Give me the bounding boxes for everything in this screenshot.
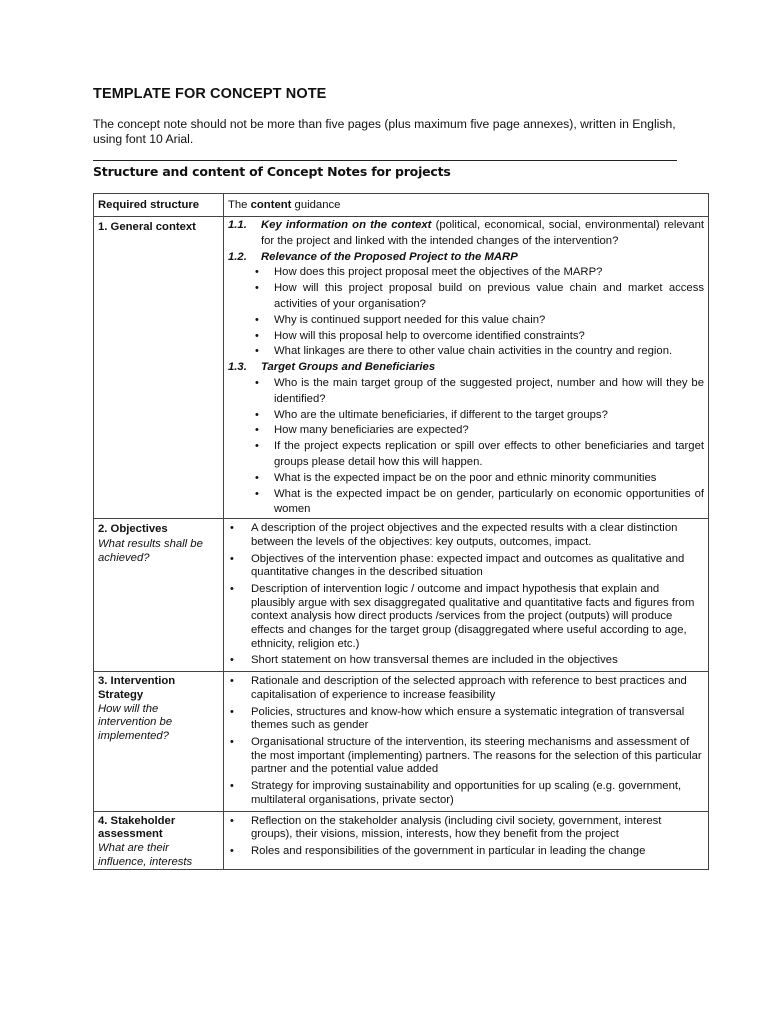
section-1-3: 1.3. Target Groups and Beneficiaries	[228, 361, 436, 374]
list-item: • What is the expected impact be on gender, particularly on economic opportunities of women	[228, 487, 704, 519]
list-item: • If the project expects replication or spill over effects to other beneficiaries and target groups please detail how this will happen.	[228, 439, 704, 471]
list-item: • How will this project proposal build on previous value chain and market access activities of your organisation?	[228, 281, 704, 313]
header-content-guidance: The content guidance	[224, 194, 709, 217]
list-item: • A description of the project objectives and the expected results with a clear distinction between the levels of the objectives: key outputs, outcomes, impact.	[228, 522, 704, 549]
section-1-1: 1.1. Key information on the context (political, economical, social, environmental) relevant for the project and linked with the intended changes of the intervention?	[228, 219, 705, 247]
strategy-list	[228, 673, 704, 807]
row-content-general-context	[224, 217, 709, 519]
list-item: • Reflection on the stakeholder analysis (including civil society, government, interest groups), their visions, mission, interests, how they benefit from the project	[228, 815, 704, 842]
list-item: • How will this proposal help to overcome identified constraints?	[228, 329, 704, 345]
row-label-objectives: 2. Objectives What results shall be achieved?	[94, 519, 224, 672]
table-row-general-context	[94, 217, 709, 519]
row-content-intervention-strategy	[224, 672, 709, 811]
list-item: • How many beneficiaries are expected?	[228, 423, 704, 439]
list-item: • Strategy for improving sustainability and opportunities for up scaling (e.g. government, multilateral organisations, private sector)	[228, 780, 704, 807]
row-content-stakeholder-assessment	[224, 811, 709, 870]
list-item: • Organisational structure of the intervention, its steering mechanisms and assessment of the most important (implementing) partners. The reasons for the selection of this particular partner and the potential value added	[228, 736, 704, 777]
list-item: • Who is the main target group of the suggested project, number and how will they be identified?	[228, 376, 704, 408]
stakeholder-list	[228, 813, 704, 859]
row-label-intervention-strategy: 3. Intervention Strategy How will the intervention be implemented?	[94, 672, 224, 811]
section-1-3-list	[228, 376, 704, 518]
list-item: • What linkages are there to other value chain activities in the country and region.	[228, 344, 704, 360]
list-item: • Rationale and description of the selected approach with reference to best practices and capitalisation of experience to increase feasibility	[228, 675, 704, 702]
section-subtitle: Structure and content of Concept Notes for projects	[93, 164, 451, 179]
list-item: • Roles and responsibilities of the government in particular in leading the change	[228, 845, 704, 859]
list-item: • Who are the ultimate beneficiaries, if different to the target groups?	[228, 408, 704, 424]
table-row-stakeholder-assessment	[94, 811, 709, 870]
list-item: • Short statement on how transversal themes are included in the objectives	[228, 654, 704, 668]
section-1-2-list	[228, 265, 704, 360]
list-item: • What is the expected impact be on the poor and ethnic minority communities	[228, 471, 704, 487]
list-item: • Description of intervention logic / outcome and impact hypothesis that explain and plausibly argue with sex disaggregated qualitative and quantitative facts and figures from context analysis how direct products /services from the project (outputs) will produce effects and changes for the target group (disaggregated where useful according to age, ethnicity, religion etc.)	[228, 583, 704, 652]
row-label-general-context: 1. General context	[94, 217, 224, 519]
table-row-intervention-strategy	[94, 672, 709, 811]
list-item: • Why is continued support needed for this value chain?	[228, 313, 704, 329]
row-label-stakeholder-assessment: 4. Stakeholder assessment What are their influence, interests	[94, 811, 224, 870]
document-title: TEMPLATE FOR CONCEPT NOTE	[93, 86, 327, 102]
row-content-objectives	[224, 519, 709, 672]
objectives-list	[228, 520, 704, 668]
section-1-2: 1.2. Relevance of the Proposed Project to the MARP	[228, 250, 518, 263]
list-item: • How does this project proposal meet the objectives of the MARP?	[228, 265, 704, 281]
table-row-objectives	[94, 519, 709, 672]
concept-note-table	[93, 193, 709, 870]
table-header-row	[94, 194, 709, 217]
header-required-structure: Required structure	[94, 194, 224, 217]
section-divider	[93, 160, 677, 161]
list-item: • Objectives of the intervention phase: expected impact and outcomes as qualitative and quantitative changes in the described situation	[228, 553, 704, 580]
list-item: • Policies, structures and know-how which ensure a systematic integration of transversal themes such as gender	[228, 706, 704, 733]
intro-paragraph: The concept note should not be more than five pages (plus maximum five page annexes), written in English, using font 10 Arial.	[93, 117, 676, 146]
